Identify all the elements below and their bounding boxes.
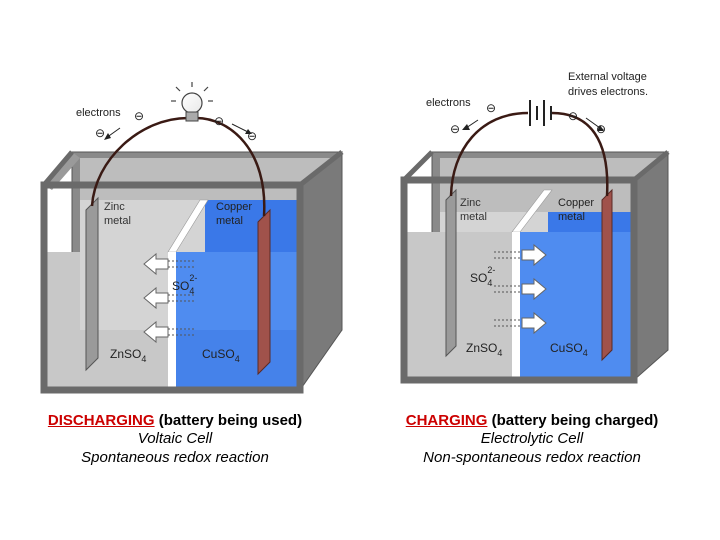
mode-charging: CHARGING: [405, 412, 488, 429]
tank-side-right: [634, 152, 668, 380]
sulfate-ion-arrows: [144, 254, 168, 342]
electron-icon: ⊖: [486, 101, 497, 115]
battery-icon: [530, 100, 551, 126]
left-caption-title: [20, 412, 330, 429]
voltaic-cell-diagram: [44, 82, 342, 390]
mode-description: (battery being used): [154, 412, 303, 429]
electron-icon: ⊖: [247, 129, 258, 143]
right-caption-title: [374, 412, 690, 429]
tank-side-right: [300, 152, 342, 390]
right-caption: [374, 412, 690, 467]
sulfate-ion-label: $SO_42-$: [172, 273, 198, 296]
copper-sulfate-label: CuSO$_4$: [202, 347, 240, 364]
electrons-label: electrons: [426, 97, 471, 109]
zinc-electrode: [86, 198, 98, 370]
copper-electrode: [602, 190, 612, 360]
zinc-sulfate-label: ZnSO$_4$: [110, 347, 147, 364]
electron-icon: ⊖: [134, 109, 145, 123]
copper-metal-label: Copper metal: [558, 197, 595, 223]
mode-description: (battery being charged): [487, 412, 659, 429]
reaction-label: Spontaneous redox reaction: [81, 449, 269, 466]
sulfate-ion-label: $SO_42-$: [470, 265, 496, 288]
cell-type-label: Voltaic Cell: [137, 430, 213, 447]
zinc-metal-label: Zinc metal: [460, 197, 487, 223]
membrane-divider: [512, 232, 520, 380]
copper-sulfate-label: CuSO$_4$: [550, 341, 588, 358]
electron-icon: ⊖: [450, 122, 461, 136]
mode-discharging: DISCHARGING: [47, 412, 155, 429]
copper-metal-label: Copper metal: [216, 201, 253, 227]
zinc-metal-label: Zinc metal: [104, 201, 131, 227]
copper-electrode: [258, 210, 270, 374]
cell-type-label: Electrolytic Cell: [480, 430, 584, 447]
electron-icon: ⊖: [568, 109, 579, 123]
electron-icon: ⊖: [214, 114, 225, 128]
electrolytic-cell-diagram: [404, 71, 668, 380]
sulfate-ion-arrows: [522, 245, 546, 333]
reaction-label: Non-spontaneous redox reaction: [423, 449, 641, 466]
zinc-electrode: [446, 190, 456, 356]
voltage-label: External voltage drives electrons.: [568, 71, 649, 98]
membrane-divider: [168, 252, 176, 390]
electrons-label: electrons: [76, 107, 121, 119]
electron-icon: ⊖: [95, 126, 106, 140]
zinc-sulfate-label: ZnSO$_4$: [466, 341, 503, 358]
left-caption: [20, 412, 330, 467]
electron-icon: ⊖: [596, 122, 607, 136]
lightbulb-icon: [171, 82, 213, 121]
